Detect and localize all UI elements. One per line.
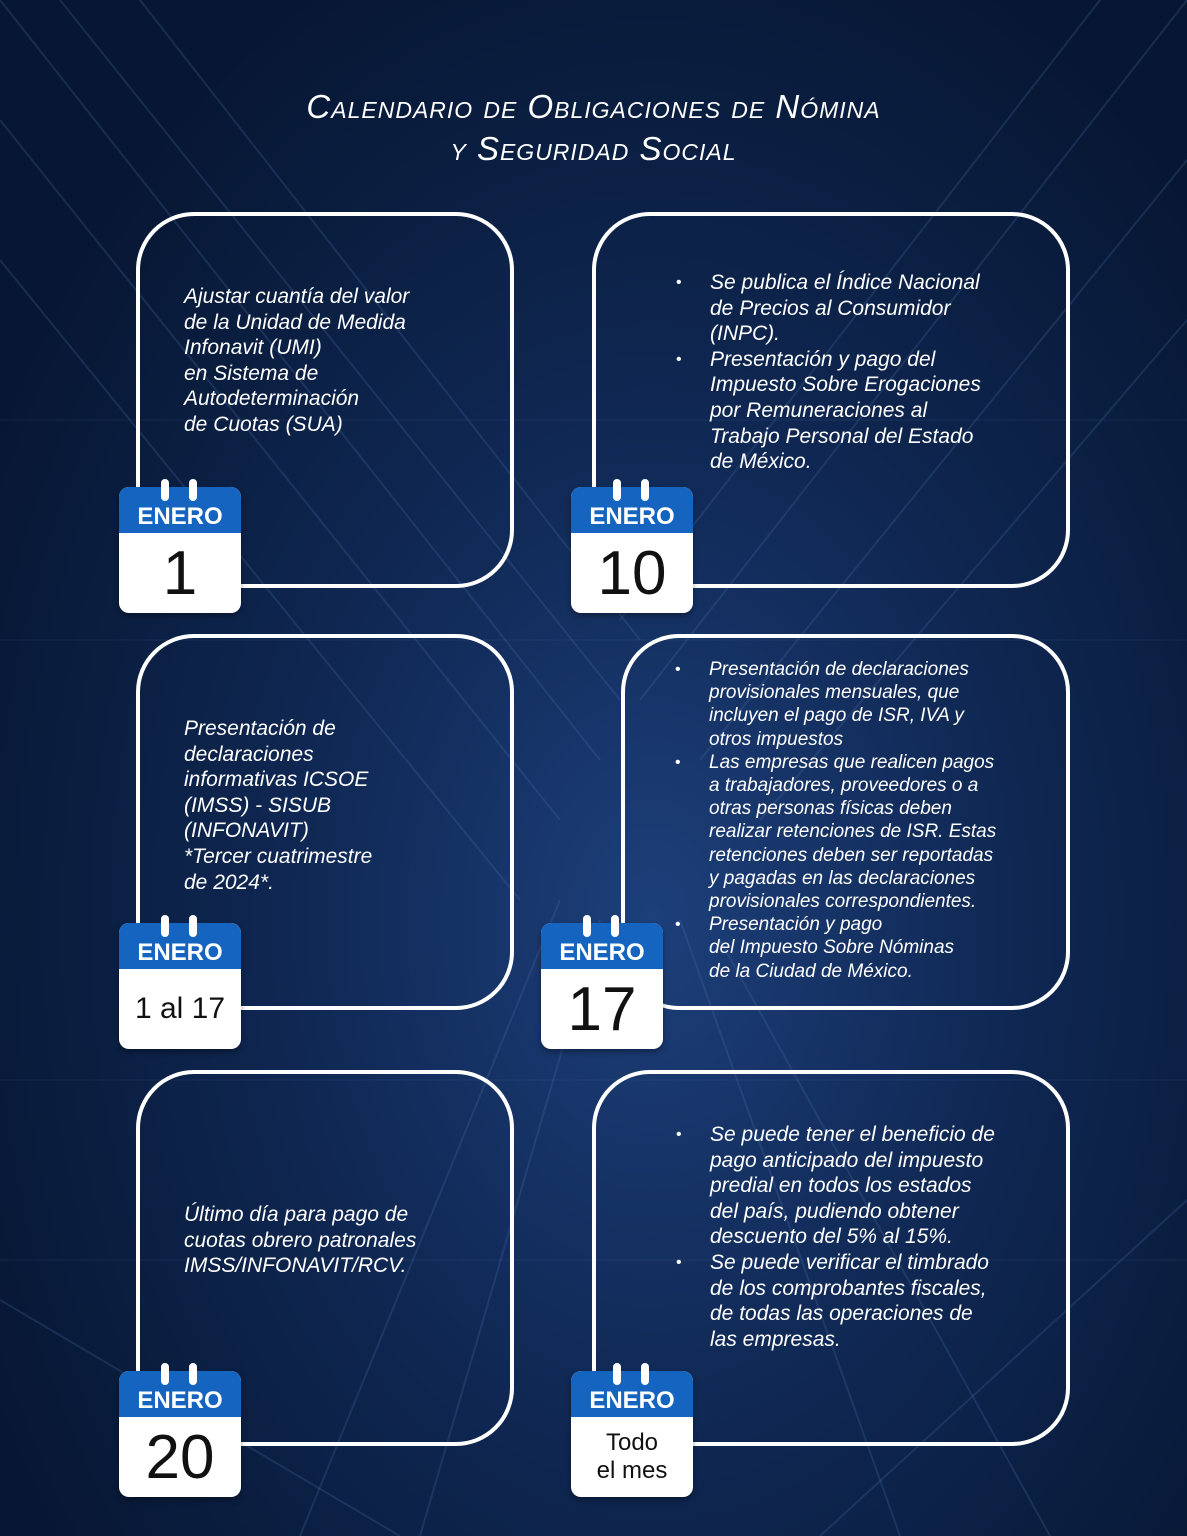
- card-text-line: cuotas obrero patronales: [184, 1228, 417, 1252]
- card-text-line: predial en todos los estados: [710, 1174, 972, 1198]
- card-text-line: Infonavit (UMI): [184, 336, 322, 360]
- card-text-line: las empresas.: [710, 1327, 841, 1351]
- card-text-line: realizar retenciones de ISR. Estas: [709, 821, 997, 843]
- calendar-day-line: Todo: [605, 1429, 659, 1456]
- list-item: [710, 1250, 995, 1352]
- calendar-month: ENERO: [541, 923, 663, 969]
- calendar-ring-icon: [189, 915, 197, 937]
- calendar-ring-icon: [189, 479, 197, 501]
- calendar-ring-icon: [611, 915, 619, 937]
- card-text-line: del Impuesto Sobre Nóminas: [709, 937, 955, 959]
- calendar-ring-icon: [189, 1363, 197, 1385]
- calendar-ring-icon: [583, 915, 591, 937]
- calendar-day-line: el mes: [596, 1457, 668, 1484]
- card-text-line: • Se puede tener el beneficio de: [710, 1123, 995, 1146]
- card-text-line: • Presentación y pago: [709, 914, 883, 936]
- card-description: [184, 284, 409, 438]
- card-text-line: informativas ICSOE: [184, 768, 369, 792]
- calendar-ring-icon: [613, 479, 621, 501]
- obligation-card-jan-17: [621, 634, 1070, 1010]
- card-text-line: (IMSS) - SISUB: [184, 793, 332, 817]
- page-title: [0, 86, 1187, 170]
- card-text-line: Último día para pago de: [184, 1203, 409, 1226]
- card-text-line: (INPC).: [710, 322, 780, 346]
- calendar-month: ENERO: [571, 487, 693, 533]
- card-text-line: de los comprobantes fiscales,: [710, 1276, 987, 1300]
- card-text-line: Impuesto Sobre Erogaciones: [710, 373, 981, 397]
- card-text-line: de 2024*.: [184, 870, 274, 894]
- card-text-line: por Remuneraciones al: [710, 398, 928, 422]
- card-text-line: de Precios al Consumidor: [710, 296, 951, 320]
- card-text-line: • Se publica el Índice Nacional: [710, 271, 980, 294]
- card-text-line: a trabajadores, proveedores o a: [709, 775, 979, 797]
- calendar-icon: [119, 487, 241, 613]
- card-text-line: de México.: [710, 450, 812, 474]
- card-bullet-list: [710, 270, 981, 475]
- card-text-line: de Cuotas (SUA): [184, 412, 343, 436]
- card-bullet-list: [710, 1122, 995, 1352]
- list-item: [710, 347, 981, 475]
- card-description: [184, 716, 372, 895]
- list-item: [710, 270, 981, 347]
- calendar-ring-icon: [161, 915, 169, 937]
- calendar-day: 20: [145, 1422, 215, 1492]
- calendar-ring-icon: [161, 1363, 169, 1385]
- calendar-day: [571, 1417, 693, 1497]
- calendar-ring-icon: [161, 479, 169, 501]
- calendar-month: ENERO: [119, 923, 241, 969]
- calendar-month: ENERO: [571, 1371, 693, 1417]
- card-text-line: declaraciones: [184, 742, 314, 766]
- card-text-line: otros impuestos: [709, 728, 844, 750]
- calendar-day: 1 al 17: [134, 992, 226, 1025]
- calendar-icon: [571, 487, 693, 613]
- card-text-line: *Tercer cuatrimestre: [184, 844, 373, 868]
- card-text-line: • Presentación y pago del: [710, 347, 936, 371]
- card-bullet-list: [709, 658, 996, 983]
- list-item: [709, 658, 996, 751]
- card-text-line: • Se puede verificar el timbrado: [710, 1250, 989, 1274]
- title-line-1: Calendario de Obligaciones de Nómina: [306, 88, 881, 125]
- calendar-ring-icon: [641, 479, 649, 501]
- card-text-line: • Las empresas que realicen pagos: [709, 751, 995, 773]
- calendar-icon: [119, 1371, 241, 1497]
- card-text-line: Ajustar cuantía del valor: [184, 285, 410, 308]
- calendar-month: ENERO: [119, 1371, 241, 1417]
- card-text-line: retenciones deben ser reportadas: [709, 844, 994, 866]
- card-text-line: en Sistema de: [184, 361, 319, 385]
- card-text-line: pago anticipado del impuesto: [710, 1148, 984, 1172]
- calendar-day: 10: [597, 538, 667, 608]
- card-text-line: y pagadas en las declaraciones: [709, 867, 976, 889]
- title-line-2: y Seguridad Social: [450, 130, 737, 167]
- card-text-line: incluyen el pago de ISR, IVA y: [709, 705, 964, 727]
- card-text-line: de todas las operaciones de: [710, 1302, 973, 1326]
- card-text-line: Autodeterminación: [184, 387, 360, 411]
- list-item: [709, 913, 996, 983]
- card-text-line: (INFONAVIT): [184, 819, 309, 843]
- calendar-icon: [541, 923, 663, 1049]
- card-description: [184, 1202, 416, 1279]
- card-text-line: provisionales mensuales, que: [709, 682, 960, 704]
- card-text-line: de la Unidad de Medida: [184, 310, 406, 334]
- calendar-icon: [571, 1371, 693, 1497]
- card-text-line: del país, pudiendo obtener: [710, 1199, 959, 1223]
- calendar-day: 1: [162, 538, 198, 608]
- calendar-day: 17: [567, 974, 637, 1044]
- list-item: [710, 1122, 995, 1250]
- calendar-month: ENERO: [119, 487, 241, 533]
- card-text-line: Presentación de: [184, 717, 336, 740]
- list-item: [709, 751, 996, 913]
- card-text-line: Trabajo Personal del Estado: [710, 424, 974, 448]
- card-text-line: IMSS/INFONAVIT/RCV.: [184, 1254, 407, 1278]
- card-text-line: descuento del 5% al 15%.: [710, 1225, 953, 1249]
- card-text-line: de la Ciudad de México.: [709, 960, 913, 982]
- card-text-line: provisionales correspondientes.: [709, 891, 977, 913]
- calendar-ring-icon: [613, 1363, 621, 1385]
- calendar-icon: [119, 923, 241, 1049]
- card-text-line: • Presentación de declaraciones: [709, 659, 969, 680]
- card-text-line: otras personas físicas deben: [709, 798, 952, 820]
- calendar-ring-icon: [641, 1363, 649, 1385]
